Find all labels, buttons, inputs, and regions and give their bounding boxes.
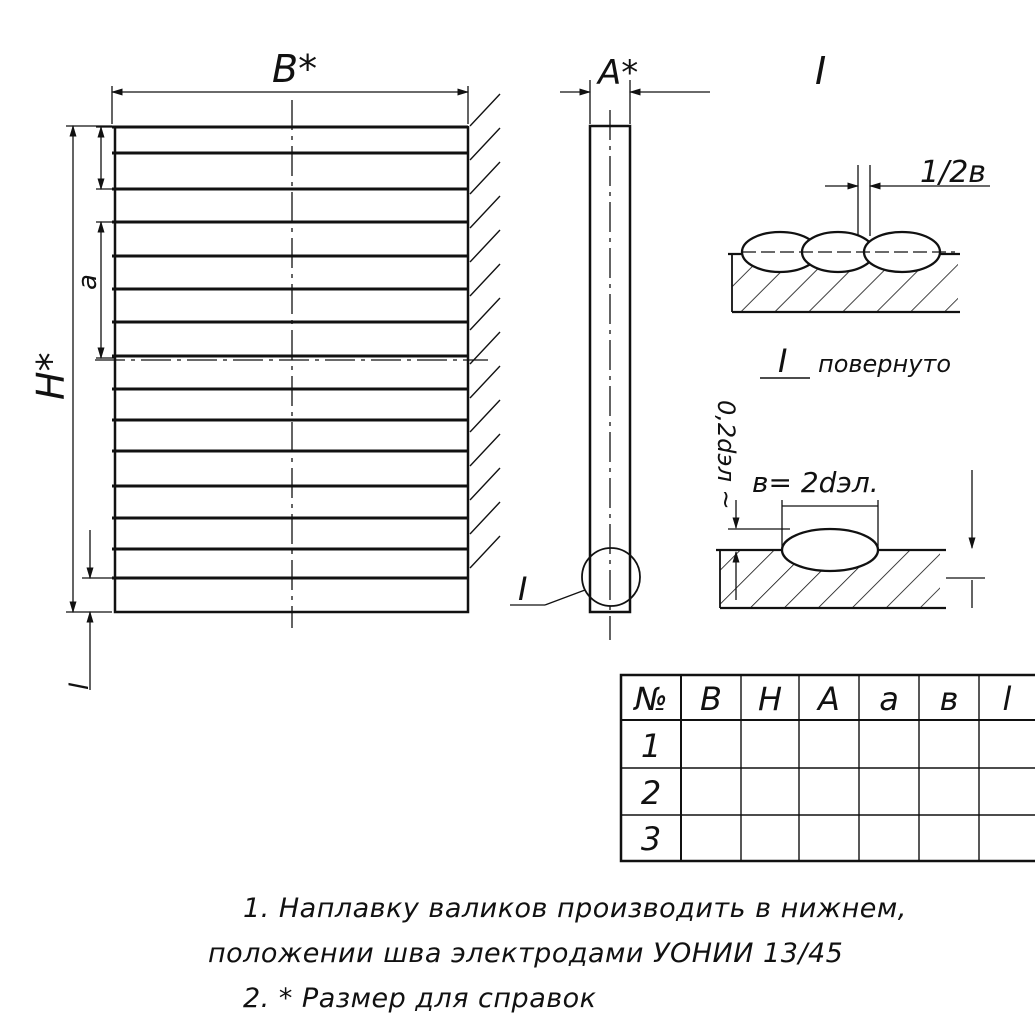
label-bead-half-width: 1/2в — [920, 155, 986, 190]
note-line-2: положении шва электродами УОНИИ 13/45 — [208, 938, 844, 969]
dimension-H — [29, 126, 112, 612]
weld-beads — [112, 127, 468, 578]
table-header-cell: a — [879, 680, 899, 718]
dimension-l — [65, 530, 112, 690]
label-detail-title: I — [815, 49, 827, 93]
detail-I — [712, 49, 990, 608]
dimensions-table — [621, 675, 1035, 861]
side-view — [510, 53, 710, 640]
table-header-cell: в — [939, 680, 959, 718]
label-detail-ref: I — [518, 570, 528, 608]
table-cell: 3 — [640, 820, 662, 858]
label-A: A* — [598, 53, 639, 93]
label-a: a — [73, 274, 103, 290]
front-view — [29, 47, 500, 690]
label-B: B* — [272, 47, 318, 91]
label-rotated-mark: I — [778, 342, 788, 380]
table-header-cell: l — [1002, 680, 1012, 718]
table-header-cell: B — [700, 680, 722, 718]
note-line-3: 2. * Размер для справок — [243, 983, 597, 1014]
label-bead-height: 0,2dэл ~ — [712, 400, 740, 510]
note-line-1: 1. Наплавку валиков производить в нижнем, — [243, 893, 907, 924]
table-header-cell: № — [634, 680, 668, 718]
label-rotated-word: повернуто — [818, 350, 952, 378]
overlapping-beads — [742, 232, 955, 272]
dimension-B — [112, 47, 468, 124]
table-header-cell: A — [818, 680, 840, 718]
table-cell: 1 — [640, 727, 662, 765]
table-cell: 2 — [640, 774, 662, 812]
edge-hatching — [470, 94, 500, 568]
label-H: H* — [29, 352, 73, 400]
label-bead-width: в= 2dэл. — [752, 466, 879, 499]
label-l: l — [65, 682, 95, 690]
dimension-a — [73, 127, 114, 358]
table-header-cell: H — [757, 680, 783, 718]
single-bead — [782, 529, 878, 571]
